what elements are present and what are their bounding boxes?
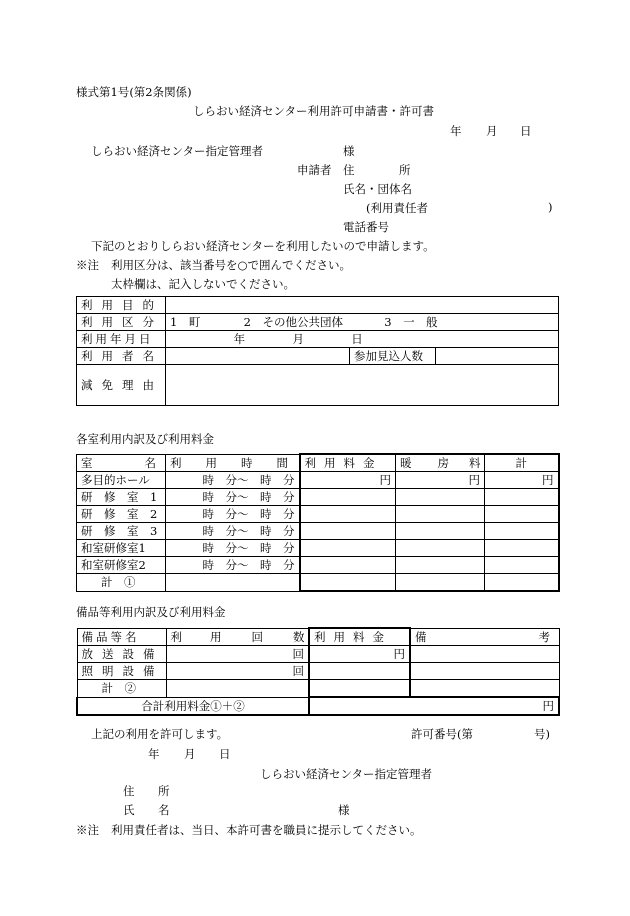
exemption-field[interactable] bbox=[166, 365, 559, 406]
permit-issuer: しらおい経済センター指定管理者 bbox=[260, 767, 433, 781]
permit-name-b: 名 bbox=[158, 803, 170, 817]
attendees-label: 参加見込人数 bbox=[350, 348, 436, 365]
permit-address-a: 住 bbox=[123, 784, 135, 798]
usage-table bbox=[76, 296, 559, 406]
room-heating bbox=[396, 540, 485, 557]
equipment-header-remarks-b: 考 bbox=[538, 629, 550, 644]
rooms-subtotal-label: 計 ① bbox=[77, 574, 166, 592]
room-row bbox=[77, 557, 559, 574]
permit-year: 年 bbox=[148, 747, 160, 761]
room-total: 円 bbox=[485, 472, 559, 489]
room-fee bbox=[300, 557, 396, 574]
form-number: 様式第1号(第2条関係) bbox=[76, 85, 192, 99]
room-time[interactable]: 時 分～ 時 分 bbox=[166, 472, 300, 489]
rooms-header-heat-c: 料 bbox=[469, 456, 481, 470]
room-row bbox=[77, 540, 559, 557]
addressee: しらおい経済センター指定管理者 bbox=[91, 144, 264, 158]
date-month: 月 bbox=[486, 124, 498, 138]
exemption-label: 減免理由 bbox=[77, 365, 166, 406]
equipment-header-count-c: 回 bbox=[251, 629, 263, 644]
room-total bbox=[485, 523, 559, 540]
room-fee bbox=[300, 489, 396, 506]
room-total bbox=[485, 506, 559, 523]
category-option-public[interactable]: 2 その他公共団体 bbox=[243, 315, 343, 329]
equipment-count[interactable]: 回 bbox=[166, 663, 309, 680]
room-time[interactable]: 時 分～ 時 分 bbox=[166, 540, 300, 557]
equipment-header-name: 備品等名 bbox=[77, 628, 166, 646]
rooms-subtotal-row bbox=[77, 574, 559, 592]
equipment-subtotal-label: 計 ② bbox=[77, 680, 166, 698]
room-time[interactable]: 時 分～ 時 分 bbox=[166, 506, 300, 523]
room-name: 和室研修室2 bbox=[77, 557, 166, 574]
room-heating bbox=[396, 523, 485, 540]
room-fee bbox=[300, 540, 396, 557]
grand-total-value: 円 bbox=[309, 697, 559, 715]
room-fee: 円 bbox=[300, 472, 396, 489]
rooms-header-time bbox=[166, 454, 300, 472]
permit-name-a: 氏 bbox=[123, 803, 135, 817]
room-fee bbox=[300, 523, 396, 540]
applicant-name: 氏名・団体名 bbox=[343, 182, 412, 196]
equipment-header-remarks-a: 備 bbox=[415, 629, 427, 644]
rooms-header-room-a: 室 bbox=[81, 455, 93, 470]
grand-total-row bbox=[77, 697, 559, 715]
equipment-header-count-b: 用 bbox=[210, 629, 222, 644]
footer-note-mark: ※注 bbox=[76, 823, 99, 837]
equipment-count[interactable]: 回 bbox=[166, 646, 309, 663]
equipment-remarks[interactable] bbox=[410, 646, 559, 663]
grand-total-label: 合計利用料金①＋② bbox=[77, 697, 309, 715]
room-row bbox=[77, 506, 559, 523]
responsible-open: (利用責任者 bbox=[366, 201, 428, 215]
usage-day: 日 bbox=[351, 332, 363, 346]
applicant-address-a: 住 bbox=[343, 163, 355, 177]
applicant-address-b: 所 bbox=[399, 163, 411, 177]
applicant-phone: 電話番号 bbox=[343, 220, 389, 234]
equipment-name: 照明設備 bbox=[77, 663, 166, 680]
room-name: 和室研修室1 bbox=[77, 540, 166, 557]
rooms-subtotal-total bbox=[485, 574, 559, 592]
date-day: 日 bbox=[520, 124, 532, 138]
responsible-close: ) bbox=[548, 200, 553, 214]
permit-address-b: 所 bbox=[158, 784, 170, 798]
room-name: 多目的ホール bbox=[77, 472, 166, 489]
footer-note: 利用責任者は、当日、本許可書を職員に提示してください。 bbox=[111, 823, 422, 837]
room-name: 研 修 室 3 bbox=[77, 523, 166, 540]
rooms-header-heat-b: 房 bbox=[437, 456, 449, 470]
room-total bbox=[485, 557, 559, 574]
rooms-header-heating bbox=[396, 454, 485, 472]
equipment-header-remarks bbox=[410, 628, 559, 646]
equipment-table bbox=[76, 627, 560, 716]
usage-purpose-field[interactable] bbox=[166, 297, 559, 314]
equipment-header-count-a: 利 bbox=[170, 629, 182, 644]
permit-seal: 様 bbox=[338, 803, 350, 817]
room-row bbox=[77, 472, 559, 489]
equipment-header-count-d: 数 bbox=[293, 629, 305, 644]
equipment-header-count bbox=[166, 628, 309, 646]
usage-date-label: 利用年月日 bbox=[77, 331, 166, 348]
usage-user-field[interactable] bbox=[166, 348, 350, 365]
usage-year: 年 bbox=[233, 332, 246, 346]
date-year: 年 bbox=[450, 124, 462, 138]
attendees-field[interactable] bbox=[436, 348, 559, 365]
note1: 利用区分は、該当番号を○で囲んでください。 bbox=[111, 258, 352, 272]
rooms-section-title: 各室利用内訳及び利用料金 bbox=[76, 432, 214, 446]
rooms-header-room bbox=[77, 454, 166, 472]
usage-date-field[interactable] bbox=[166, 331, 559, 348]
room-time[interactable]: 時 分～ 時 分 bbox=[166, 523, 300, 540]
rooms-header-total: 計 bbox=[485, 454, 559, 472]
usage-user-label: 利用者名 bbox=[77, 348, 166, 365]
page-title: しらおい経済センター利用許可申請書・許可書 bbox=[193, 104, 435, 118]
room-heating bbox=[396, 506, 485, 523]
usage-row-date bbox=[77, 331, 559, 348]
permit-day: 日 bbox=[219, 747, 231, 761]
equipment-fee: 円 bbox=[309, 646, 410, 663]
equipment-name: 放送設備 bbox=[77, 646, 166, 663]
rooms-header-time-d: 間 bbox=[276, 455, 288, 470]
permit-number-open: 許可番号(第 bbox=[411, 727, 473, 741]
room-time[interactable]: 時 分～ 時 分 bbox=[166, 557, 300, 574]
room-total bbox=[485, 489, 559, 506]
room-fee bbox=[300, 506, 396, 523]
rooms-header-room-b: 名 bbox=[144, 455, 156, 470]
room-total bbox=[485, 540, 559, 557]
equipment-remarks[interactable] bbox=[410, 663, 559, 680]
room-time[interactable]: 時 分～ 時 分 bbox=[166, 489, 300, 506]
rooms-subtotal-blank bbox=[166, 574, 300, 592]
equipment-row bbox=[77, 663, 559, 680]
equipment-subtotal-row bbox=[77, 680, 559, 698]
rooms-table bbox=[76, 453, 560, 592]
room-row bbox=[77, 523, 559, 540]
equipment-header-fee: 利用料金 bbox=[309, 628, 410, 646]
rooms-header-fee: 利用料金 bbox=[300, 454, 396, 472]
equipment-subtotal-blank bbox=[166, 680, 309, 698]
rooms-header-heat-a: 暖 bbox=[400, 456, 412, 470]
equipment-subtotal-fee bbox=[309, 680, 410, 698]
equipment-section-title: 備品等利用内訳及び利用料金 bbox=[76, 605, 226, 619]
category-option-town[interactable]: 1 町 bbox=[170, 315, 201, 329]
note2: 太枠欄は、記入しないでください。 bbox=[111, 277, 295, 291]
usage-category-label: 利用区分 bbox=[77, 314, 166, 331]
permit-month: 月 bbox=[184, 747, 196, 761]
usage-purpose-label: 利用目的 bbox=[77, 297, 166, 314]
equipment-subtotal-remarks bbox=[410, 680, 559, 698]
permit-number-close: 号) bbox=[534, 727, 550, 741]
usage-month: 月 bbox=[292, 332, 304, 346]
rooms-header-time-b: 用 bbox=[205, 455, 217, 470]
applicant-label: 申請者 bbox=[297, 163, 332, 177]
usage-row-user bbox=[77, 348, 559, 365]
usage-row-exemption bbox=[77, 365, 559, 406]
usage-category-field[interactable] bbox=[166, 314, 559, 331]
intro-text: 下記のとおりしらおい経済センターを利用したいので申請します。 bbox=[91, 239, 435, 253]
note1-mark: ※注 bbox=[76, 258, 99, 272]
equipment-row bbox=[77, 646, 559, 663]
room-name: 研 修 室 1 bbox=[77, 489, 166, 506]
equipment-header bbox=[77, 628, 559, 646]
room-heating bbox=[396, 489, 485, 506]
category-option-general[interactable]: 3 一 般 bbox=[384, 315, 438, 329]
rooms-header bbox=[77, 454, 559, 472]
equipment-fee bbox=[309, 663, 410, 680]
room-heating bbox=[396, 557, 485, 574]
usage-row-category bbox=[77, 314, 559, 331]
room-heating: 円 bbox=[396, 472, 485, 489]
addressee-suffix: 様 bbox=[343, 144, 355, 158]
rooms-header-time-c: 時 bbox=[241, 455, 253, 470]
permit-text: 上記の利用を許可します。 bbox=[91, 727, 229, 741]
rooms-subtotal-fee bbox=[300, 574, 396, 592]
room-name: 研 修 室 2 bbox=[77, 506, 166, 523]
rooms-subtotal-heating bbox=[396, 574, 485, 592]
usage-row-purpose bbox=[77, 297, 559, 314]
rooms-header-time-a: 利 bbox=[170, 455, 182, 470]
room-row bbox=[77, 489, 559, 506]
